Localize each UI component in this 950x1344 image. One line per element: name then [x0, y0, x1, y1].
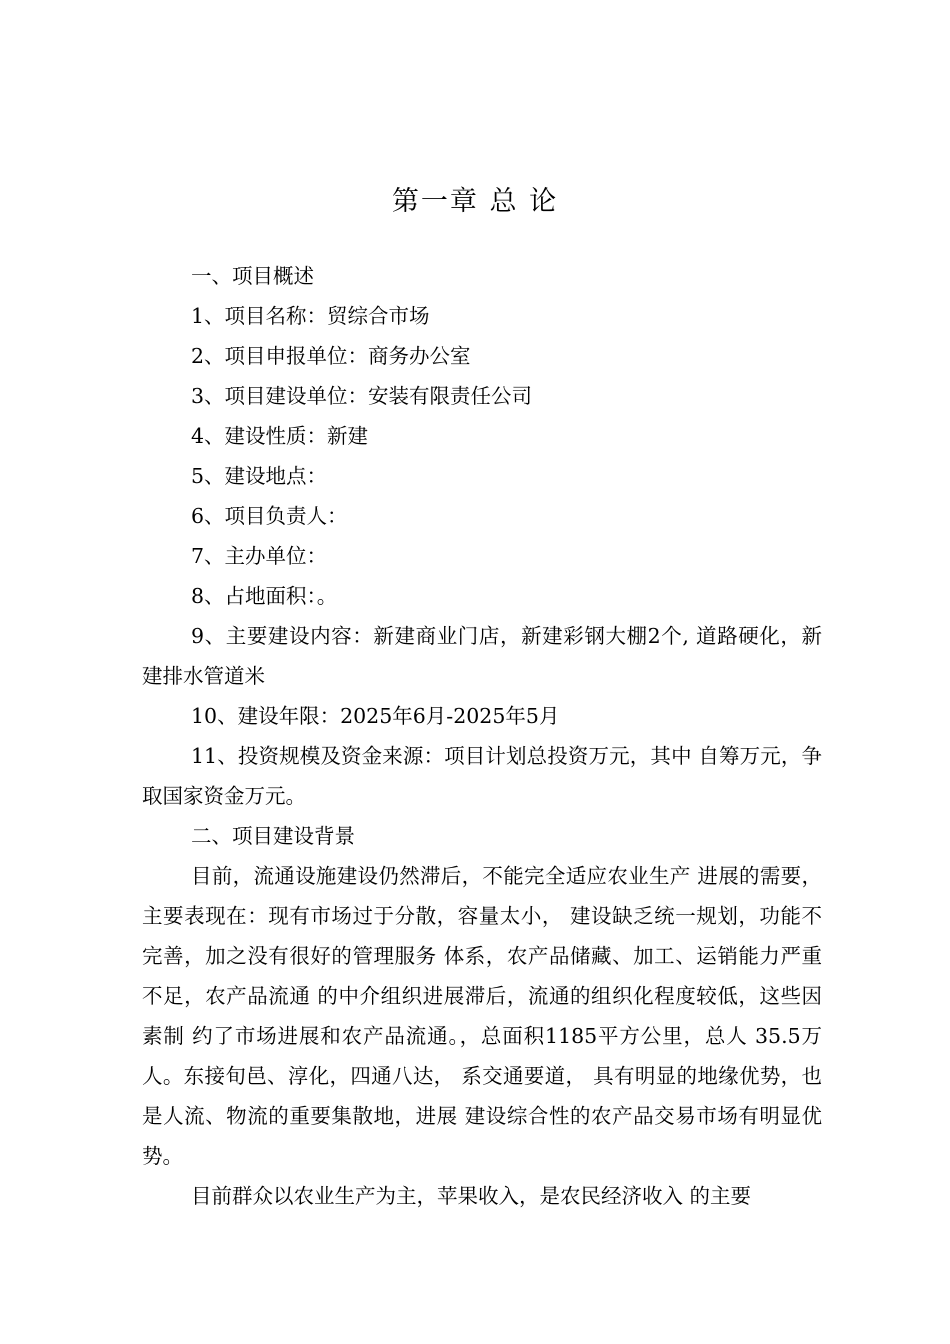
- item-construction-unit: 3、项目建设单位：安装有限责任公司: [191, 384, 533, 408]
- document-body: [142, 256, 822, 1216]
- item-main-content: 9、主要建设内容：新建商业门店，新建彩钢大棚2个, 道路硬化，新建排水管道米: [142, 624, 822, 688]
- item-construction-location: 5、建设地点：: [191, 464, 328, 488]
- section-heading-background: 二、项目建设背景: [191, 824, 355, 848]
- section-heading-overview: 一、项目概述: [191, 264, 314, 288]
- background-paragraph: 目前，流通设施建设仍然滞后，不能完全适应农业生产 进展的需要，主要表现在：现有市场过于分散，容量太小， 建设缺乏统一规划，功能不完善，加之没有很好的管理服务 体系，农产品储藏、加工、运销能力严重不足，农产品流通 的中介组织进展滞后，流通的组织化程度较低，这些因素制 约了市场进展和农产品流通。，总面积1185平方公里，总人 35.5万人。东接旬邑、淳化，四通八达， 系交通要道， 具有明显的地缘优势，也是人流、物流的重要集散地，进展 建设综合性的农产品交易市场有明显优势。: [142, 864, 822, 1168]
- item-land-area: 8、占地面积：。: [191, 584, 338, 608]
- chapter-title: 第一章 总 论: [391, 186, 559, 217]
- item-investment: 11、投资规模及资金来源：项目计划总投资万元，其中 自筹万元，争取国家资金万元。: [142, 744, 822, 808]
- background-paragraph-continued: 目前群众以农业生产为主，苹果收入，是农民经济收入 的主要: [191, 1184, 752, 1208]
- item-project-name: 1、项目名称：贸综合市场: [191, 304, 430, 328]
- item-host-unit: 7、主办单位：: [191, 544, 328, 568]
- item-construction-nature: 4、建设性质：新建: [191, 424, 369, 448]
- item-applicant: 2、项目申报单位：商务办公室: [191, 344, 471, 368]
- item-project-leader: 6、项目负责人：: [191, 504, 348, 528]
- item-construction-period: 10、建设年限：2025年6月-2025年5月: [191, 704, 560, 728]
